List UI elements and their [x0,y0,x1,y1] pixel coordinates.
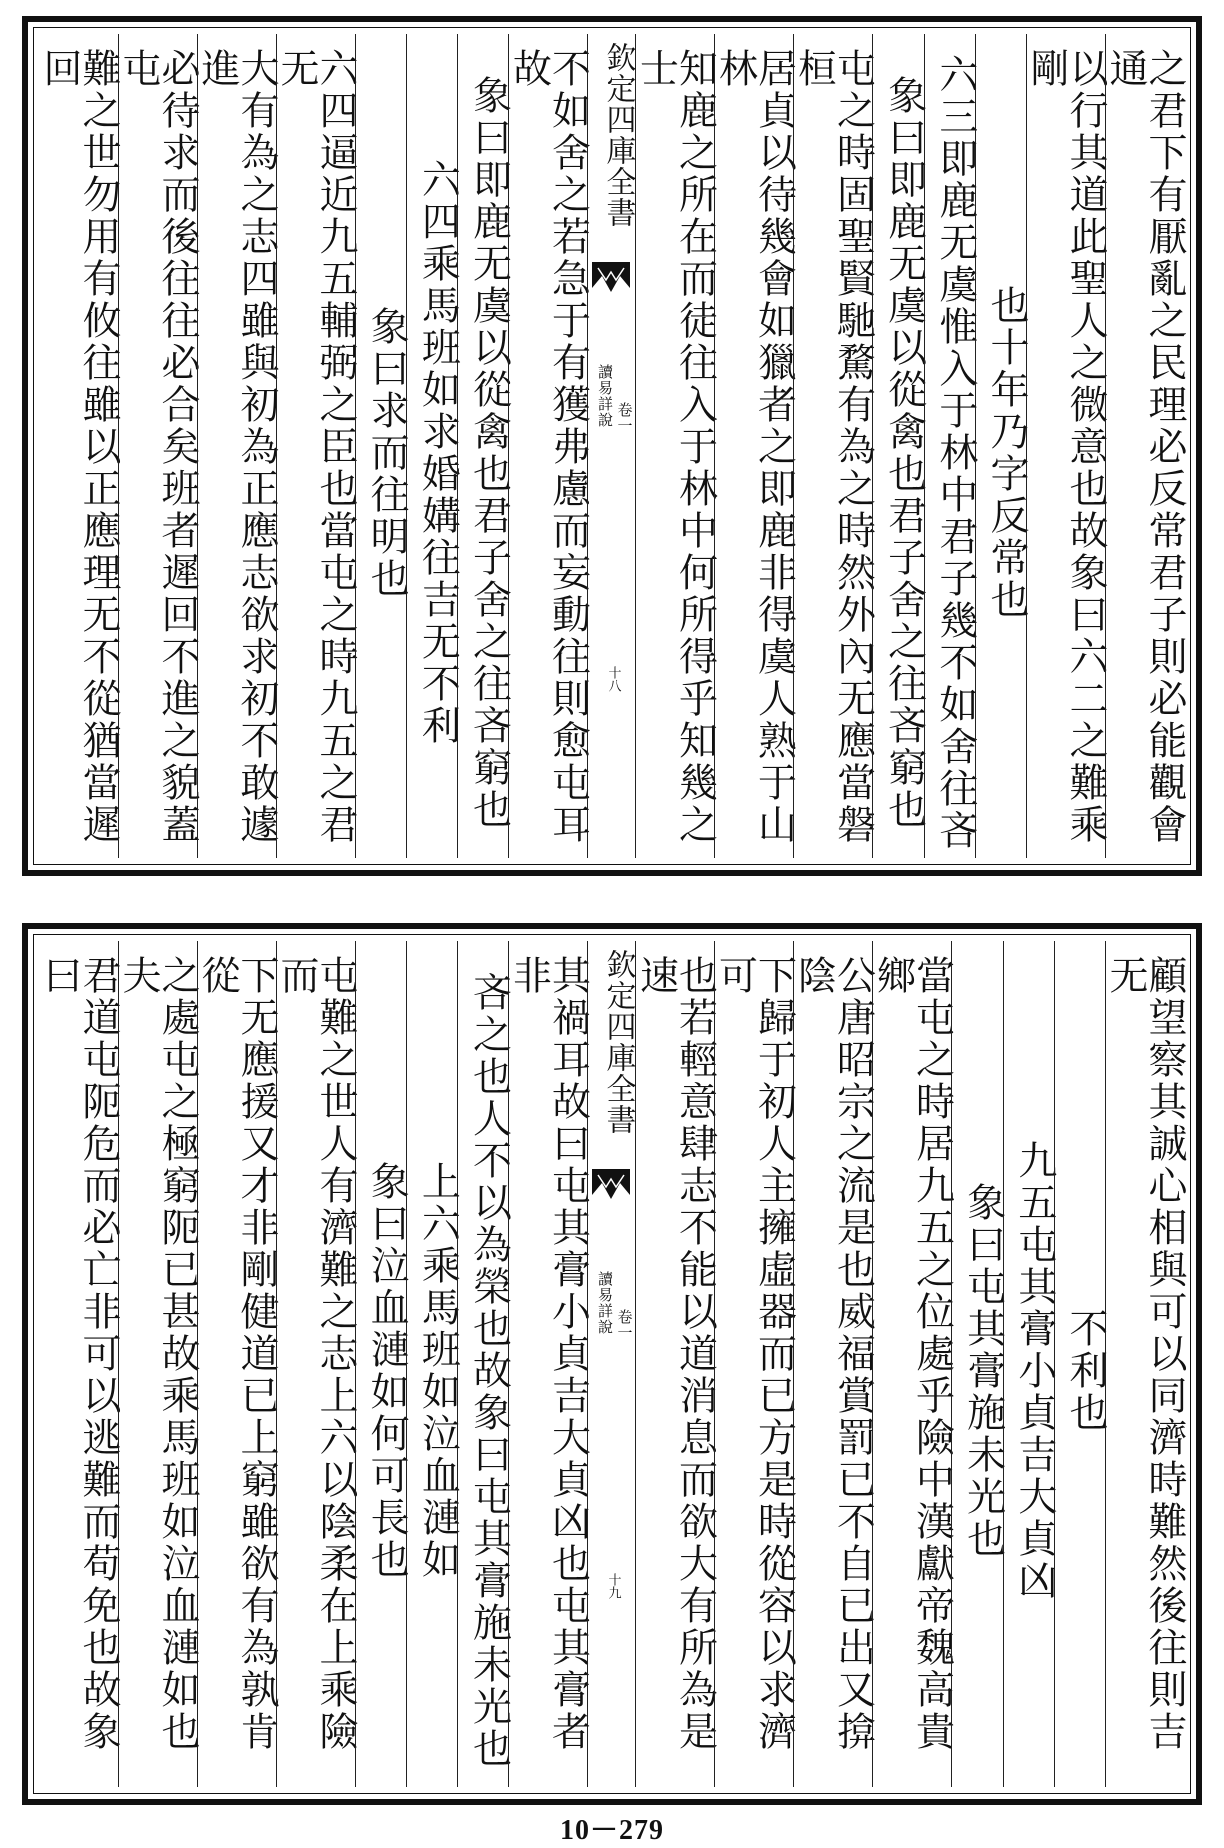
text-column: 象曰求而往明也 [355,34,406,858]
fish-tail-icon [592,1169,630,1209]
text-column: 吝之也人不以為榮也故象曰屯其膏施未光也 [457,941,508,1787]
text-column: 難之世勿用有攸往雖以正應理无不從猶當遲回 [36,48,121,846]
text-column: 也十年乃字反常也 [975,34,1026,858]
fish-tail-icon [592,262,630,302]
book-title: 讀易詳說 [595,364,614,428]
page-centre-column [587,34,635,858]
book-title: 讀易詳說 [595,1271,614,1335]
text-column: 知鹿之所在而徒往入于林中何所得乎知幾之士 [635,34,714,858]
text-column: 六四逼近九五輔弼之臣也當屯之時九五之君无 [276,34,355,858]
text-column: 象曰泣血漣如何可長也 [355,941,406,1787]
text-column: 以行其道此聖人之微意也故象曰六二之難乘剛 [1026,34,1105,858]
text-column: 其禍耳故曰屯其膏小貞吉大貞凶也屯其膏者非 [508,941,587,1787]
text-column: 當屯之時居九五之位處乎險中漢獻帝魏高貴鄉 [872,941,951,1787]
bottom-columns [36,941,1187,1787]
text-column: 也若輕意肆志不能以道消息而欲大有所為是速 [635,941,714,1787]
volume-label: 卷一 [615,402,634,434]
text-column: 之處屯之極窮阨已甚故乘馬班如泣血漣如也夫 [118,941,197,1787]
text-column: 君道屯阨危而必亡非可以逃難而苟免也故象曰 [36,955,121,1753]
text-column: 居貞以待幾會如獵者之即鹿非得虞人熟于山林 [714,34,793,858]
text-column: 六四乘馬班如求婚媾往吉无不利 [406,34,457,858]
text-column: 不如舍之若急于有獲弗慮而妄動往則愈屯耳故 [508,34,587,858]
text-column: 屯之時固聖賢馳騖有為之時然外內无應當磐桓 [793,34,872,858]
text-column: 顧望察其誠心相與可以同濟時難然後往則吉无 [1105,941,1184,1787]
collection-title: 欽定四庫全書 [600,949,636,1135]
text-column: 六三即鹿无虞惟入于林中君子幾不如舍往吝 [924,34,975,858]
bottom-page [22,923,1202,1805]
text-column: 公唐昭宗之流是也威福賞罰已不自已出又揜陰 [793,941,872,1787]
top-page [22,16,1202,876]
page-number: 10－279 [559,1815,664,1846]
text-column: 下歸于初人主擁虛器而已方是時從容以求濟可 [714,941,793,1787]
text-column: 屯難之世人有濟難之志上六以陰柔在上乘險而 [276,941,355,1787]
volume-label: 卷一 [615,1309,634,1341]
text-column: 象曰屯其膏施未光也 [951,941,1002,1787]
text-column: 象曰即鹿无虞以從禽也君子舍之往吝窮也 [457,34,508,858]
page-centre-column [587,941,635,1787]
text-column: 象曰即鹿无虞以從禽也君子舍之往吝窮也 [872,34,923,858]
folio-number: 十八 [605,666,621,692]
text-column: 下无應援又才非剛健道已上窮雖欲有為孰肯從 [197,941,276,1787]
text-column: 之君下有厭亂之民理必反常君子則必能觀會通 [1105,34,1184,858]
collection-title: 欽定四庫全書 [600,42,636,228]
folio-number: 十九 [605,1573,621,1599]
text-column: 不利也 [1054,941,1105,1787]
text-column: 九五屯其膏小貞吉大貞凶 [1003,941,1054,1787]
text-column: 必待求而後往往必合矣班者遲回不進之貌蓋屯 [118,34,197,858]
top-columns [36,34,1187,858]
text-column: 大有為之志四雖與初為正應志欲求初不敢遽進 [197,34,276,858]
text-column: 上六乘馬班如泣血漣如 [406,941,457,1787]
